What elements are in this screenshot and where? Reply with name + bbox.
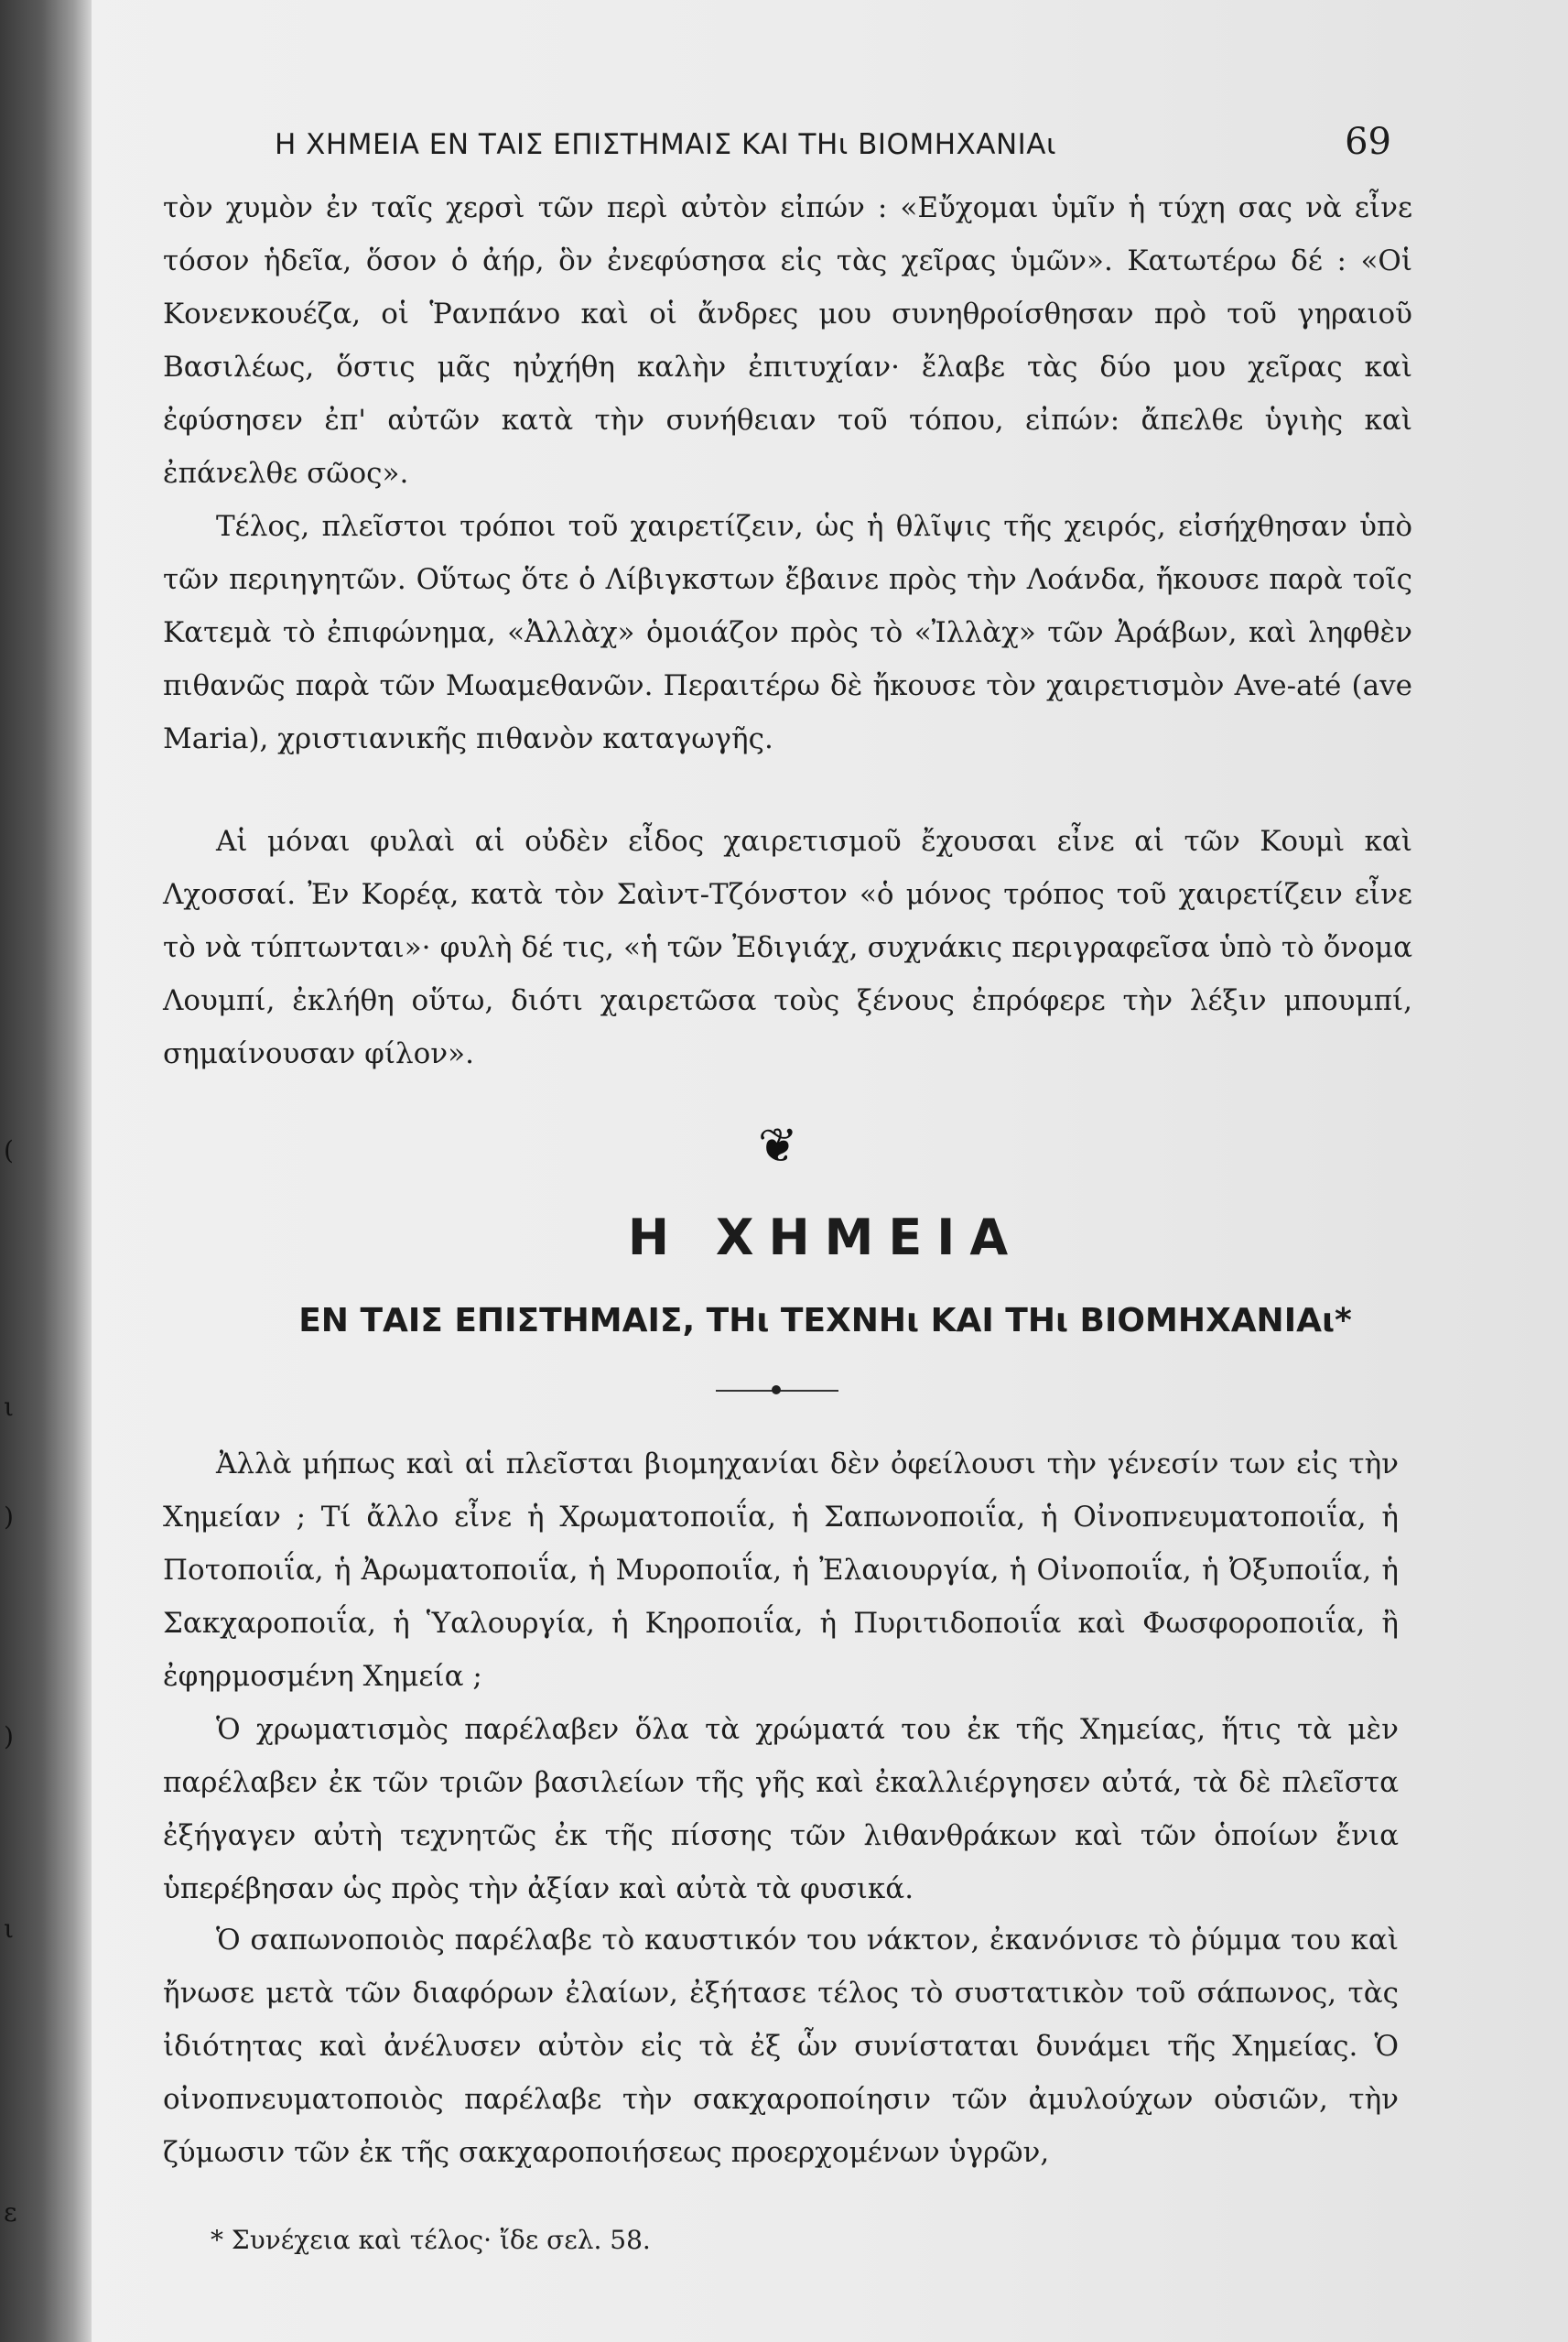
page-number: 69 bbox=[1345, 121, 1391, 163]
body-paragraph: Τέλος, πλεῖστοι τρόποι τοῦ χαιρετίζειν, ὡς ἡ θλῖψις τῆς χειρός, εἰσήχθησαν ὑπὸ τῶν περιηγητῶν. Οὕτως ὅτε ὁ Λίβιγκστων ἔβαινε πρὸς τὴν Λοάνδα, ἤκουσε παρὰ τοῖς Κατεμὰ τὸ ἐπιφώνημα, «Ἀλλὰχ» ὁμοιάζον πρὸς τὸ «Ἰλλὰχ» τῶν Ἀράβων, καὶ ληφθὲν πιθανῶς παρὰ τῶν Μωαμεθανῶν. Περαιτέρω δὲ ἤκουσε τὸν χαιρετισμὸν Ave-até (ave Maria), χριστιανικῆς πιθανὸν καταγωγῆς. bbox=[163, 510, 1412, 755]
body-paragraph: Αἱ μόναι φυλαὶ αἱ οὐδὲν εἶδος χαιρετισμοῦ ἔχουσαι εἶνε αἱ τῶν Κουμὶ καὶ Λχοσσαί. Ἐν Κορέᾳ, κατὰ τὸν Σαὶντ-Τζόνστον «ὁ μόνος τρόπος τοῦ χαιρετίζειν εἶνε τὸ νὰ τύπτωνται»· φυλὴ δέ τις, «ἡ τῶν Ἐδιγιάχ, συχνάκις περιγραφεῖσα ὑπὸ τὸ ὄνομα Λουμπί, ἐκλήθη οὕτω, διότι χαιρετῶσα τοὺς ξένους ἐπρόφερε τὴν λέξιν μπουμπί, σημαίνουσαν φίλον». bbox=[163, 825, 1412, 1070]
article-subtitle: ΕΝ ΤΑΙΣ ΕΠΙΣΤΗΜΑΙΣ, ΤΗι ΤΕΧΝΗι ΚΑΙ ΤΗι ΒΙΟΜΗΧΑΝΙΑι* bbox=[298, 1302, 1352, 1339]
margin-mark: ) bbox=[4, 1721, 14, 1751]
title-divider-dot bbox=[772, 1385, 781, 1394]
article-paragraph: Ὁ σαπωνοποιὸς παρέλαβε τὸ καυστικόν του νάκτον, ἐκανόνισε τὸ ῥύμμα του καὶ ἤνωσε μετὰ τῶν διαφόρων ἐλαίων, ἐξήτασε τέλος τὸ συστατικὸν τοῦ σάπωνος, τὰς ἰδιότητας καὶ ἀνέλυσεν αὐτὸν εἰς τὰ ἐξ ὧν συνίσταται δυνάμει τῆς Χημείας. Ὁ οἰνοπνευματοποιὸς παρέλαβε τὴν σακχαροποίησιν τῶν ἀμυλούχων οὐσιῶν, τὴν ζύμωσιν τῶν ἐκ τῆς σακχαροποιήσεως προερχομένων ὑγρῶν, bbox=[163, 1924, 1399, 2169]
margin-mark: ) bbox=[4, 1502, 14, 1532]
article-paragraph: Ἀλλὰ μήπως καὶ αἱ πλεῖσται βιομηχανίαι δὲν ὀφείλουσι τὴν γένεσίν των εἰς τὴν Χημείαν ; Τί ἄλλο εἶνε ἡ Χρωματοποιΐα, ἡ Σαπωνοποιΐα, ἡ Οἰνοπνευματοποιΐα, ἡ Ποτοποιΐα, ἡ Ἀρωματοποιΐα, ἡ Μυροποιΐα, ἡ Ἐλαιουργία, ἡ Οἰνοποιΐα, ἡ Ὀξυποιΐα, ἡ Σακχαροποιΐα, ἡ Ὑαλουργία, ἡ Κηροποιΐα, ἡ Πυριτιδοποιΐα καὶ Φωσφοροποιΐα, ἢ ἐφηρμοσμένη Χημεία ; bbox=[163, 1447, 1399, 1693]
margin-mark: ι bbox=[4, 1914, 14, 1944]
margin-mark: ε bbox=[4, 2197, 17, 2228]
footnote: * Συνέχεια καὶ τέλος· ἴδε σελ. 58. bbox=[211, 2225, 651, 2255]
fleuron-ornament: ❦ bbox=[758, 1119, 798, 1174]
margin-mark: ι bbox=[4, 1392, 14, 1422]
article-title: Η ΧΗΜΕΙΑ bbox=[627, 1209, 1023, 1266]
article-paragraph: Ὁ χρωματισμὸς παρέλαβεν ὅλα τὰ χρώματά του ἐκ τῆς Χημείας, ἥτις τὰ μὲν παρέλαβεν ἐκ τῶν τριῶν βασιλείων τῆς γῆς καὶ ἐκαλλιέργησεν αὐτά, τὰ δὲ πλεῖστα ἐξήγαγεν αὐτὴ τεχνητῶς ἐκ τῆς πίσσης τῶν λιθανθράκων καὶ τῶν ὁποίων ἔνια ὑπερέβησαν ὡς πρὸς τὴν ἀξίαν καὶ αὐτὰ τὰ φυσικά. bbox=[163, 1713, 1399, 1905]
body-paragraph: τὸν χυμὸν ἐν ταῖς χερσὶ τῶν περὶ αὐτὸν εἰπών : «Εὔχομαι ὑμῖν ἡ τύχη σας νὰ εἶνε τόσον ἡδεῖα, ὅσον ὁ ἀήρ, ὃν ἐνεφύσησα εἰς τὰς χεῖρας ὑμῶν». Κατωτέρω δέ : «Οἱ Κονενκουέζα, οἱ Ῥανπάνο καὶ οἱ ἄνδρες μου συνηθροίσθησαν πρὸ τοῦ γηραιοῦ Βασιλέως, ὅστις μᾶς ηὐχήθη καλὴν ἐπιτυχίαν· ἔλαβε τὰς δύο μου χεῖρας καὶ ἐφύσησεν ἐπ' αὐτῶν κατὰ τὴν συνήθειαν τοῦ τόπου, εἰπών: ἄπελθε ὑγιὴς καὶ ἐπάνελθε σῶος». bbox=[163, 191, 1412, 490]
book-binding-shadow bbox=[0, 0, 92, 2342]
margin-mark: ( bbox=[4, 1135, 14, 1166]
running-title: Η ΧΗΜΕΙΑ ΕΝ ΤΑΙΣ ΕΠΙΣΤΗΜΑΙΣ ΚΑΙ ΤΗι ΒΙΟΜΗΧΑΝΙΑι bbox=[275, 128, 1056, 161]
running-header bbox=[275, 121, 1391, 174]
